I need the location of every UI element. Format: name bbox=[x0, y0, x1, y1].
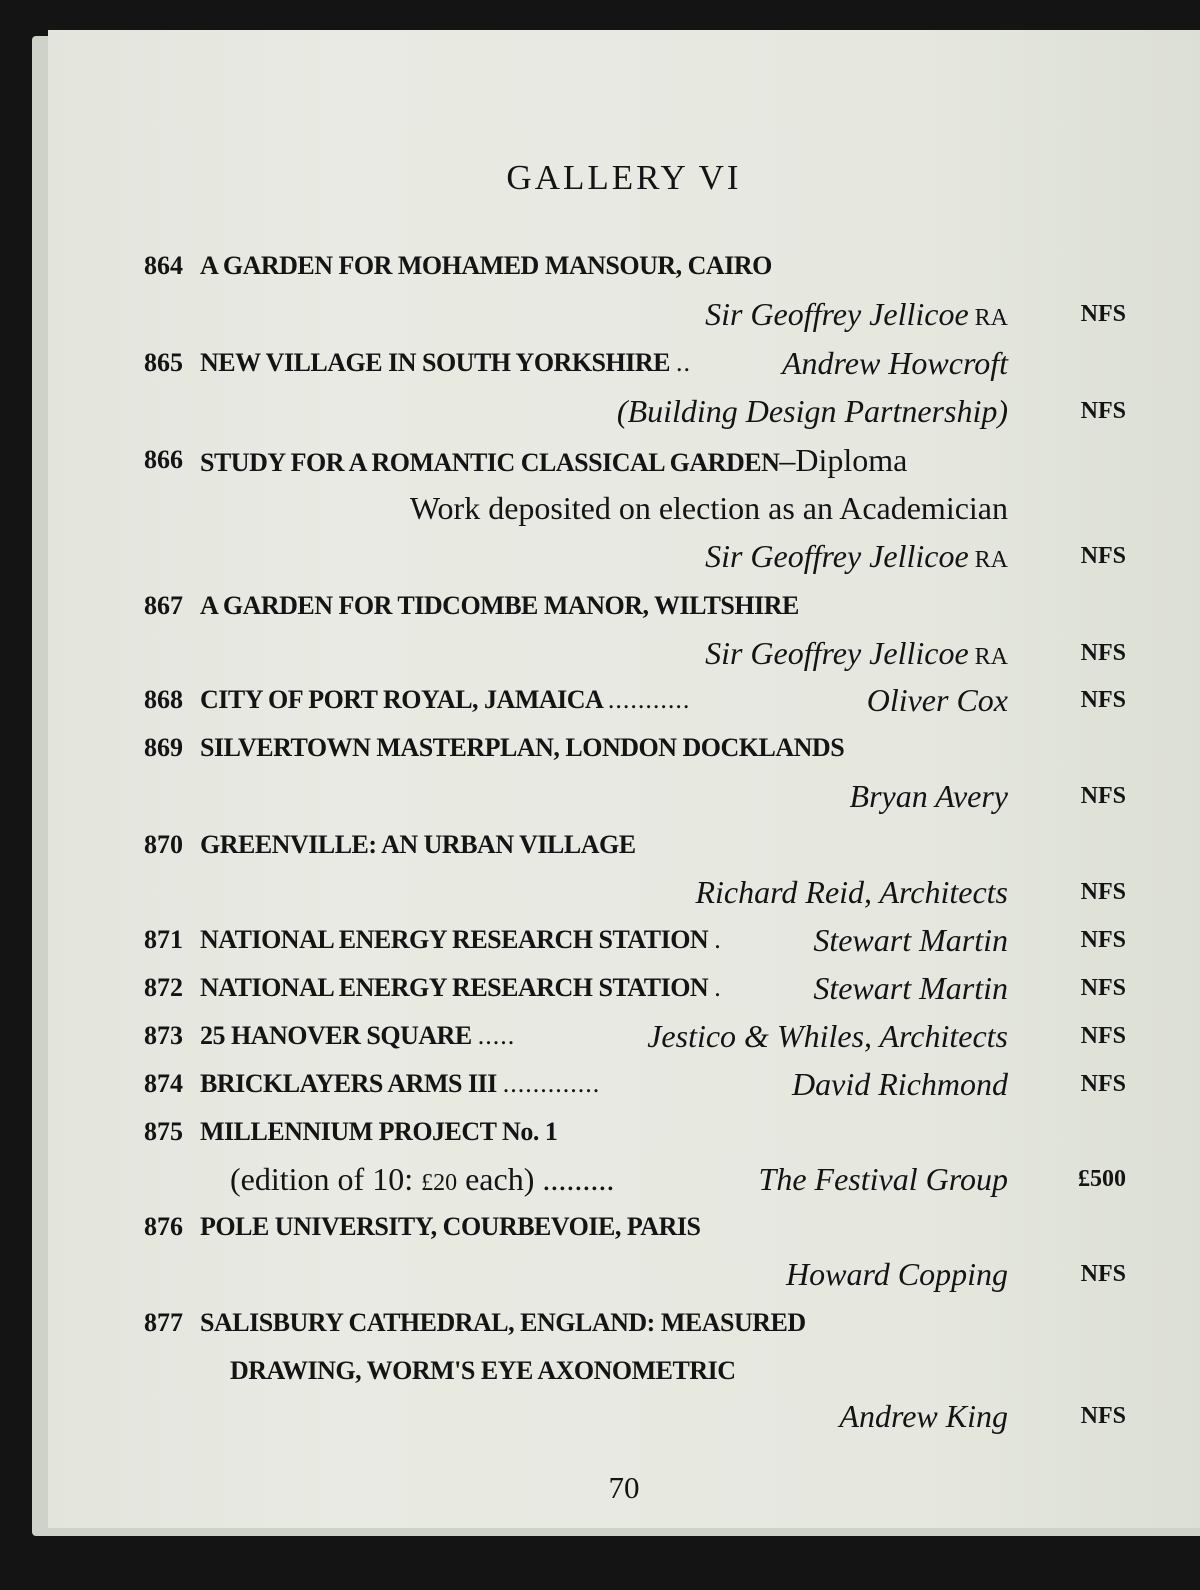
entry-title: POLE UNIVERSITY, COURBEVOIE, PARIS bbox=[200, 1212, 701, 1241]
catalogue-entry-864-credit bbox=[48, 290, 1200, 338]
entry-title: A GARDEN FOR TIDCOMBE MANOR, WILTSHIRE bbox=[200, 591, 799, 620]
entry-title: GREENVILLE: AN URBAN VILLAGE bbox=[200, 830, 636, 859]
artist-name: Jestico & Whiles, Architects bbox=[647, 1018, 1008, 1054]
artist-name: The Festival Group bbox=[758, 1161, 1008, 1197]
price-label: NFS bbox=[1080, 398, 1126, 424]
catalogue-entry-870-credit bbox=[48, 868, 1200, 916]
entry-number: 875 bbox=[144, 1117, 183, 1146]
artist-name: Howard Copping bbox=[786, 1256, 1008, 1292]
entry-title-text: BRICKLAYERS ARMS III bbox=[200, 1069, 497, 1098]
deposit-note: Work deposited on election as an Academician bbox=[409, 490, 1008, 526]
entry-number: 866 bbox=[144, 445, 183, 474]
entry-title-text: CITY OF PORT ROYAL, JAMAICA bbox=[200, 685, 602, 714]
leader-dots: . bbox=[714, 973, 722, 1002]
entry-number: 877 bbox=[144, 1308, 183, 1337]
entry-number: 864 bbox=[144, 251, 183, 280]
entry-number: 870 bbox=[144, 830, 183, 859]
catalogue-entry-865-credit bbox=[48, 387, 1200, 435]
catalogue-entry-872 bbox=[48, 964, 1200, 1012]
page-number: 70 bbox=[608, 1470, 640, 1505]
entry-number: 874 bbox=[144, 1069, 183, 1098]
entry-title bbox=[200, 1060, 600, 1108]
catalogue-entry-866-credit bbox=[48, 532, 1200, 580]
entry-number: 871 bbox=[144, 925, 183, 954]
entry-number: 876 bbox=[144, 1212, 183, 1241]
catalogue-entry-865 bbox=[48, 339, 1200, 387]
price-label: NFS bbox=[1080, 783, 1126, 809]
artist-name: Sir Geoffrey Jellicoe bbox=[705, 296, 969, 332]
entry-title bbox=[200, 339, 691, 387]
leader-dots: ............. bbox=[502, 1069, 601, 1098]
artist-name: David Richmond bbox=[792, 1066, 1008, 1102]
edition-close: each) bbox=[457, 1161, 535, 1197]
entry-title-text: NEW VILLAGE IN SOUTH YORKSHIRE bbox=[200, 348, 670, 377]
edition-open: (edition of 10: bbox=[230, 1161, 422, 1197]
entry-title bbox=[200, 916, 722, 964]
price-label: NFS bbox=[1080, 975, 1126, 1001]
leader-dots: ......... bbox=[542, 1161, 615, 1197]
entry-title bbox=[200, 676, 690, 724]
price-label: NFS bbox=[1080, 301, 1126, 327]
artist-credit bbox=[705, 290, 1008, 342]
leader-dots: .. bbox=[675, 348, 691, 377]
catalogue-entry-871 bbox=[48, 916, 1200, 964]
price-label: NFS bbox=[1080, 879, 1126, 905]
price-label: NFS bbox=[1080, 927, 1126, 953]
catalogue-entry-876 bbox=[48, 1203, 1200, 1251]
catalogue-page bbox=[48, 30, 1200, 1528]
catalogue-entry-866 bbox=[48, 436, 1200, 484]
entry-title-text: NATIONAL ENERGY RESEARCH STATION bbox=[200, 973, 709, 1002]
price-label: NFS bbox=[1080, 543, 1126, 569]
catalogue-entry-875 bbox=[48, 1108, 1200, 1156]
artist-name: Sir Geoffrey Jellicoe bbox=[705, 538, 969, 574]
entry-number: 865 bbox=[144, 348, 183, 377]
edition-note bbox=[230, 1155, 614, 1207]
catalogue-entry-869 bbox=[48, 724, 1200, 772]
entry-title: SALISBURY CATHEDRAL, ENGLAND: MEASURED bbox=[200, 1308, 806, 1337]
artist-credit bbox=[705, 629, 1008, 681]
entry-number: 872 bbox=[144, 973, 183, 1002]
leader-dots: ..... bbox=[477, 1021, 516, 1050]
price-label: NFS bbox=[1080, 1071, 1126, 1097]
entry-title-text: NATIONAL ENERGY RESEARCH STATION bbox=[200, 925, 709, 954]
catalogue-entry-867-credit bbox=[48, 629, 1200, 677]
entry-number: 869 bbox=[144, 733, 183, 762]
artist-name: Andrew King bbox=[839, 1398, 1008, 1434]
artist-name: Oliver Cox bbox=[866, 682, 1008, 718]
entry-title-text: 25 HANOVER SQUARE bbox=[200, 1021, 472, 1050]
diploma-note: –Diploma bbox=[779, 442, 908, 478]
entry-title: A GARDEN FOR MOHAMED MANSOUR, CAIRO bbox=[200, 251, 772, 280]
catalogue-entry-873 bbox=[48, 1012, 1200, 1060]
ra-suffix: RA bbox=[974, 644, 1008, 670]
artist-affiliation: (Building Design Partnership) bbox=[616, 393, 1008, 429]
catalogue-entry-870 bbox=[48, 821, 1200, 869]
gallery-heading: GALLERY VI bbox=[506, 158, 742, 197]
artist-name: Stewart Martin bbox=[813, 922, 1008, 958]
price-label: NFS bbox=[1080, 640, 1126, 666]
artist-name: Andrew Howcroft bbox=[781, 345, 1008, 381]
price-label: NFS bbox=[1080, 1403, 1126, 1429]
entry-title: SILVERTOWN MASTERPLAN, LONDON DOCKLANDS bbox=[200, 733, 845, 762]
artist-name: Bryan Avery bbox=[849, 778, 1008, 814]
artist-name: Sir Geoffrey Jellicoe bbox=[705, 635, 969, 671]
artist-credit bbox=[705, 532, 1008, 584]
artist-name: Stewart Martin bbox=[813, 970, 1008, 1006]
entry-title-text: STUDY FOR A ROMANTIC CLASSICAL GARDEN bbox=[200, 448, 780, 477]
edition-price: £20 bbox=[421, 1170, 458, 1196]
entry-title bbox=[200, 964, 722, 1012]
artist-name: Richard Reid, Architects bbox=[695, 874, 1008, 910]
price-label: NFS bbox=[1080, 1023, 1126, 1049]
catalogue-entry-877-credit bbox=[48, 1392, 1200, 1440]
catalogue-entry-877 bbox=[48, 1299, 1200, 1347]
ra-suffix: RA bbox=[974, 305, 1008, 331]
entry-title bbox=[200, 1012, 515, 1060]
ra-suffix: RA bbox=[974, 547, 1008, 573]
catalogue-entry-876-credit bbox=[48, 1250, 1200, 1298]
catalogue-entry-877-title-cont bbox=[48, 1347, 1200, 1395]
entry-number: 867 bbox=[144, 591, 183, 620]
entry-title-continued: DRAWING, WORM'S EYE AXONOMETRIC bbox=[230, 1356, 736, 1385]
price-label: NFS bbox=[1080, 1261, 1126, 1287]
entry-title bbox=[200, 436, 907, 487]
price-label: £500 bbox=[1078, 1166, 1126, 1192]
catalogue-entry-864 bbox=[48, 242, 1200, 290]
leader-dots: . bbox=[714, 925, 722, 954]
catalogue-entry-874 bbox=[48, 1060, 1200, 1108]
price-label: NFS bbox=[1080, 687, 1126, 713]
catalogue-entry-869-credit bbox=[48, 772, 1200, 820]
catalogue-entry-868 bbox=[48, 676, 1200, 724]
entry-title: MILLENNIUM PROJECT No. 1 bbox=[200, 1117, 558, 1146]
catalogue-entry-866-note bbox=[48, 484, 1200, 532]
catalogue-entry-867 bbox=[48, 582, 1200, 630]
entry-number: 873 bbox=[144, 1021, 183, 1050]
catalogue-entry-875-edition bbox=[48, 1155, 1200, 1203]
leader-dots: ........... bbox=[607, 685, 691, 714]
entry-number: 868 bbox=[144, 685, 183, 714]
